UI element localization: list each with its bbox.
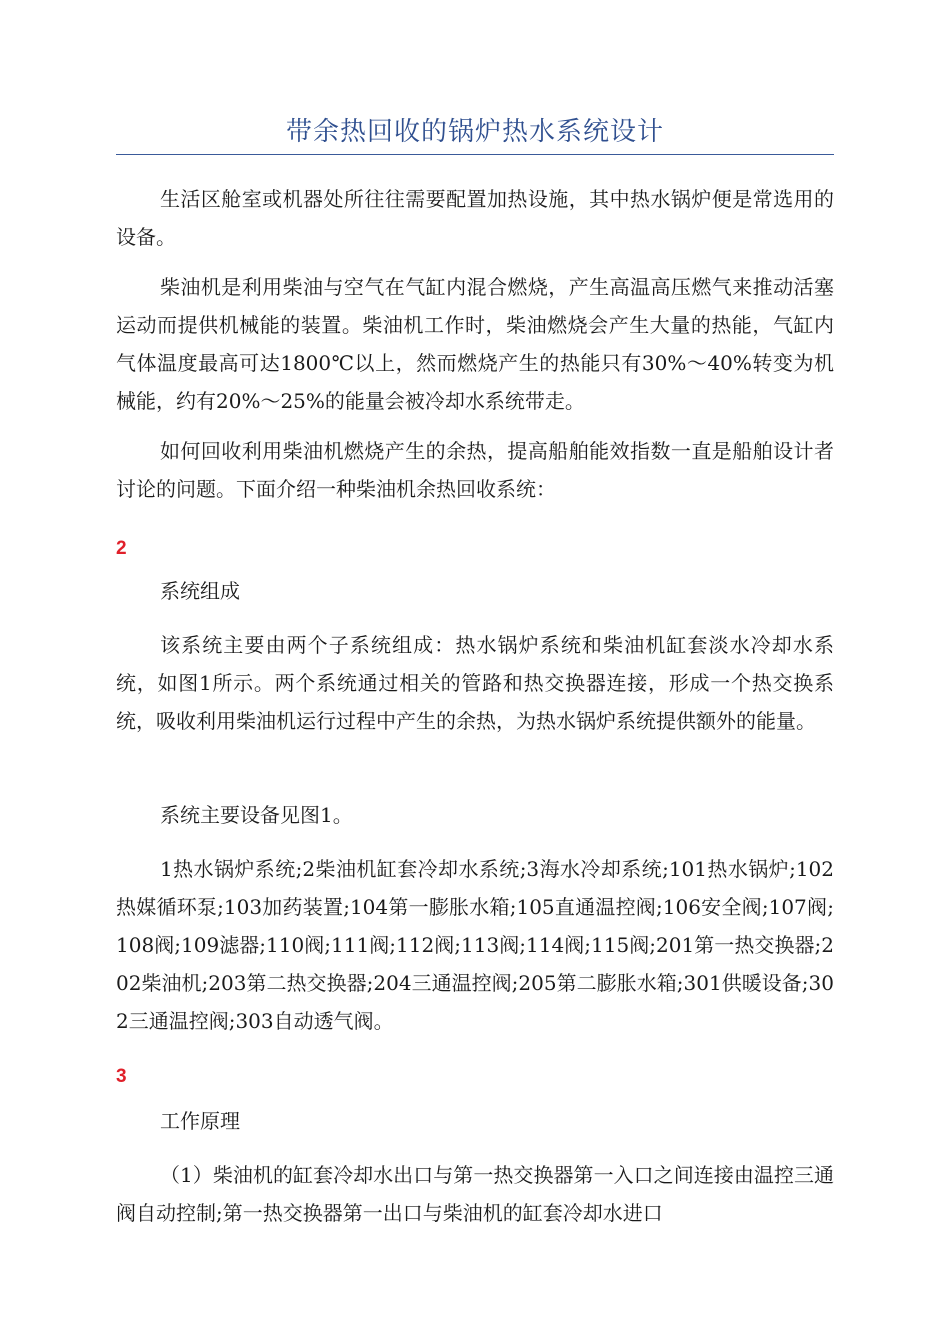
intro-paragraph-2: 柴油机是利用柴油与空气在气缸内混合燃烧，产生高温高压燃气来推动活塞运动而提供机械能的装置。柴油机工作时，柴油燃烧会产生大量的热能，气缸内气体温度最高可达1800℃以上，然而燃烧产生的热能只有30%～40%转变为机械能，约有20%～25%的能量会被冷却水系统带走。 bbox=[116, 275, 834, 413]
section-2-number: 2 bbox=[116, 538, 127, 559]
intro-paragraph-1: 生活区舱室或机器处所往往需要配置加热设施，其中热水锅炉便是常选用的设备。 bbox=[116, 187, 834, 249]
section-3-number: 3 bbox=[116, 1066, 127, 1087]
intro-paragraph-3: 如何回收利用柴油机燃烧产生的余热，提高船舶能效指数一直是船舶设计者讨论的问题。下面介绍一种柴油机余热回收系统： bbox=[116, 439, 834, 501]
section-2-equipment-list: 1热水锅炉系统;2柴油机缸套冷却水系统;3海水冷却系统;101热水锅炉;102热媒循环泵;103加药装置;104第一膨胀水箱;105直通温控阀;106安全阀;107阀;108阀;109滤器;110阀;111阀;112阀;113阀;114阀;115阀;201第一热交换器;202柴油机;203第二热交换器;204三通温控阀;205第二膨胀水箱;301供暖设备;302三通温控阀;303自动透气阀。 bbox=[116, 857, 834, 1033]
section-2-paragraph-2: 系统主要设备见图1。 bbox=[160, 803, 353, 827]
title-divider bbox=[116, 154, 834, 155]
section-3-paragraph-1: （1）柴油机的缸套冷却水出口与第一热交换器第一入口之间连接由温控三通阀自动控制;第一热交换器第一出口与柴油机的缸套冷却水进口 bbox=[116, 1163, 834, 1225]
document-title: 带余热回收的锅炉热水系统设计 bbox=[285, 117, 664, 147]
section-3-heading: 工作原理 bbox=[160, 1109, 240, 1133]
section-2-heading: 系统组成 bbox=[160, 579, 240, 603]
section-2-paragraph-1: 该系统主要由两个子系统组成：热水锅炉系统和柴油机缸套淡水冷却水系统，如图1所示。两个系统通过相关的管路和热交换器连接，形成一个热交换系统，吸收利用柴油机运行过程中产生的余热，为热水锅炉系统提供额外的能量。 bbox=[116, 633, 834, 733]
